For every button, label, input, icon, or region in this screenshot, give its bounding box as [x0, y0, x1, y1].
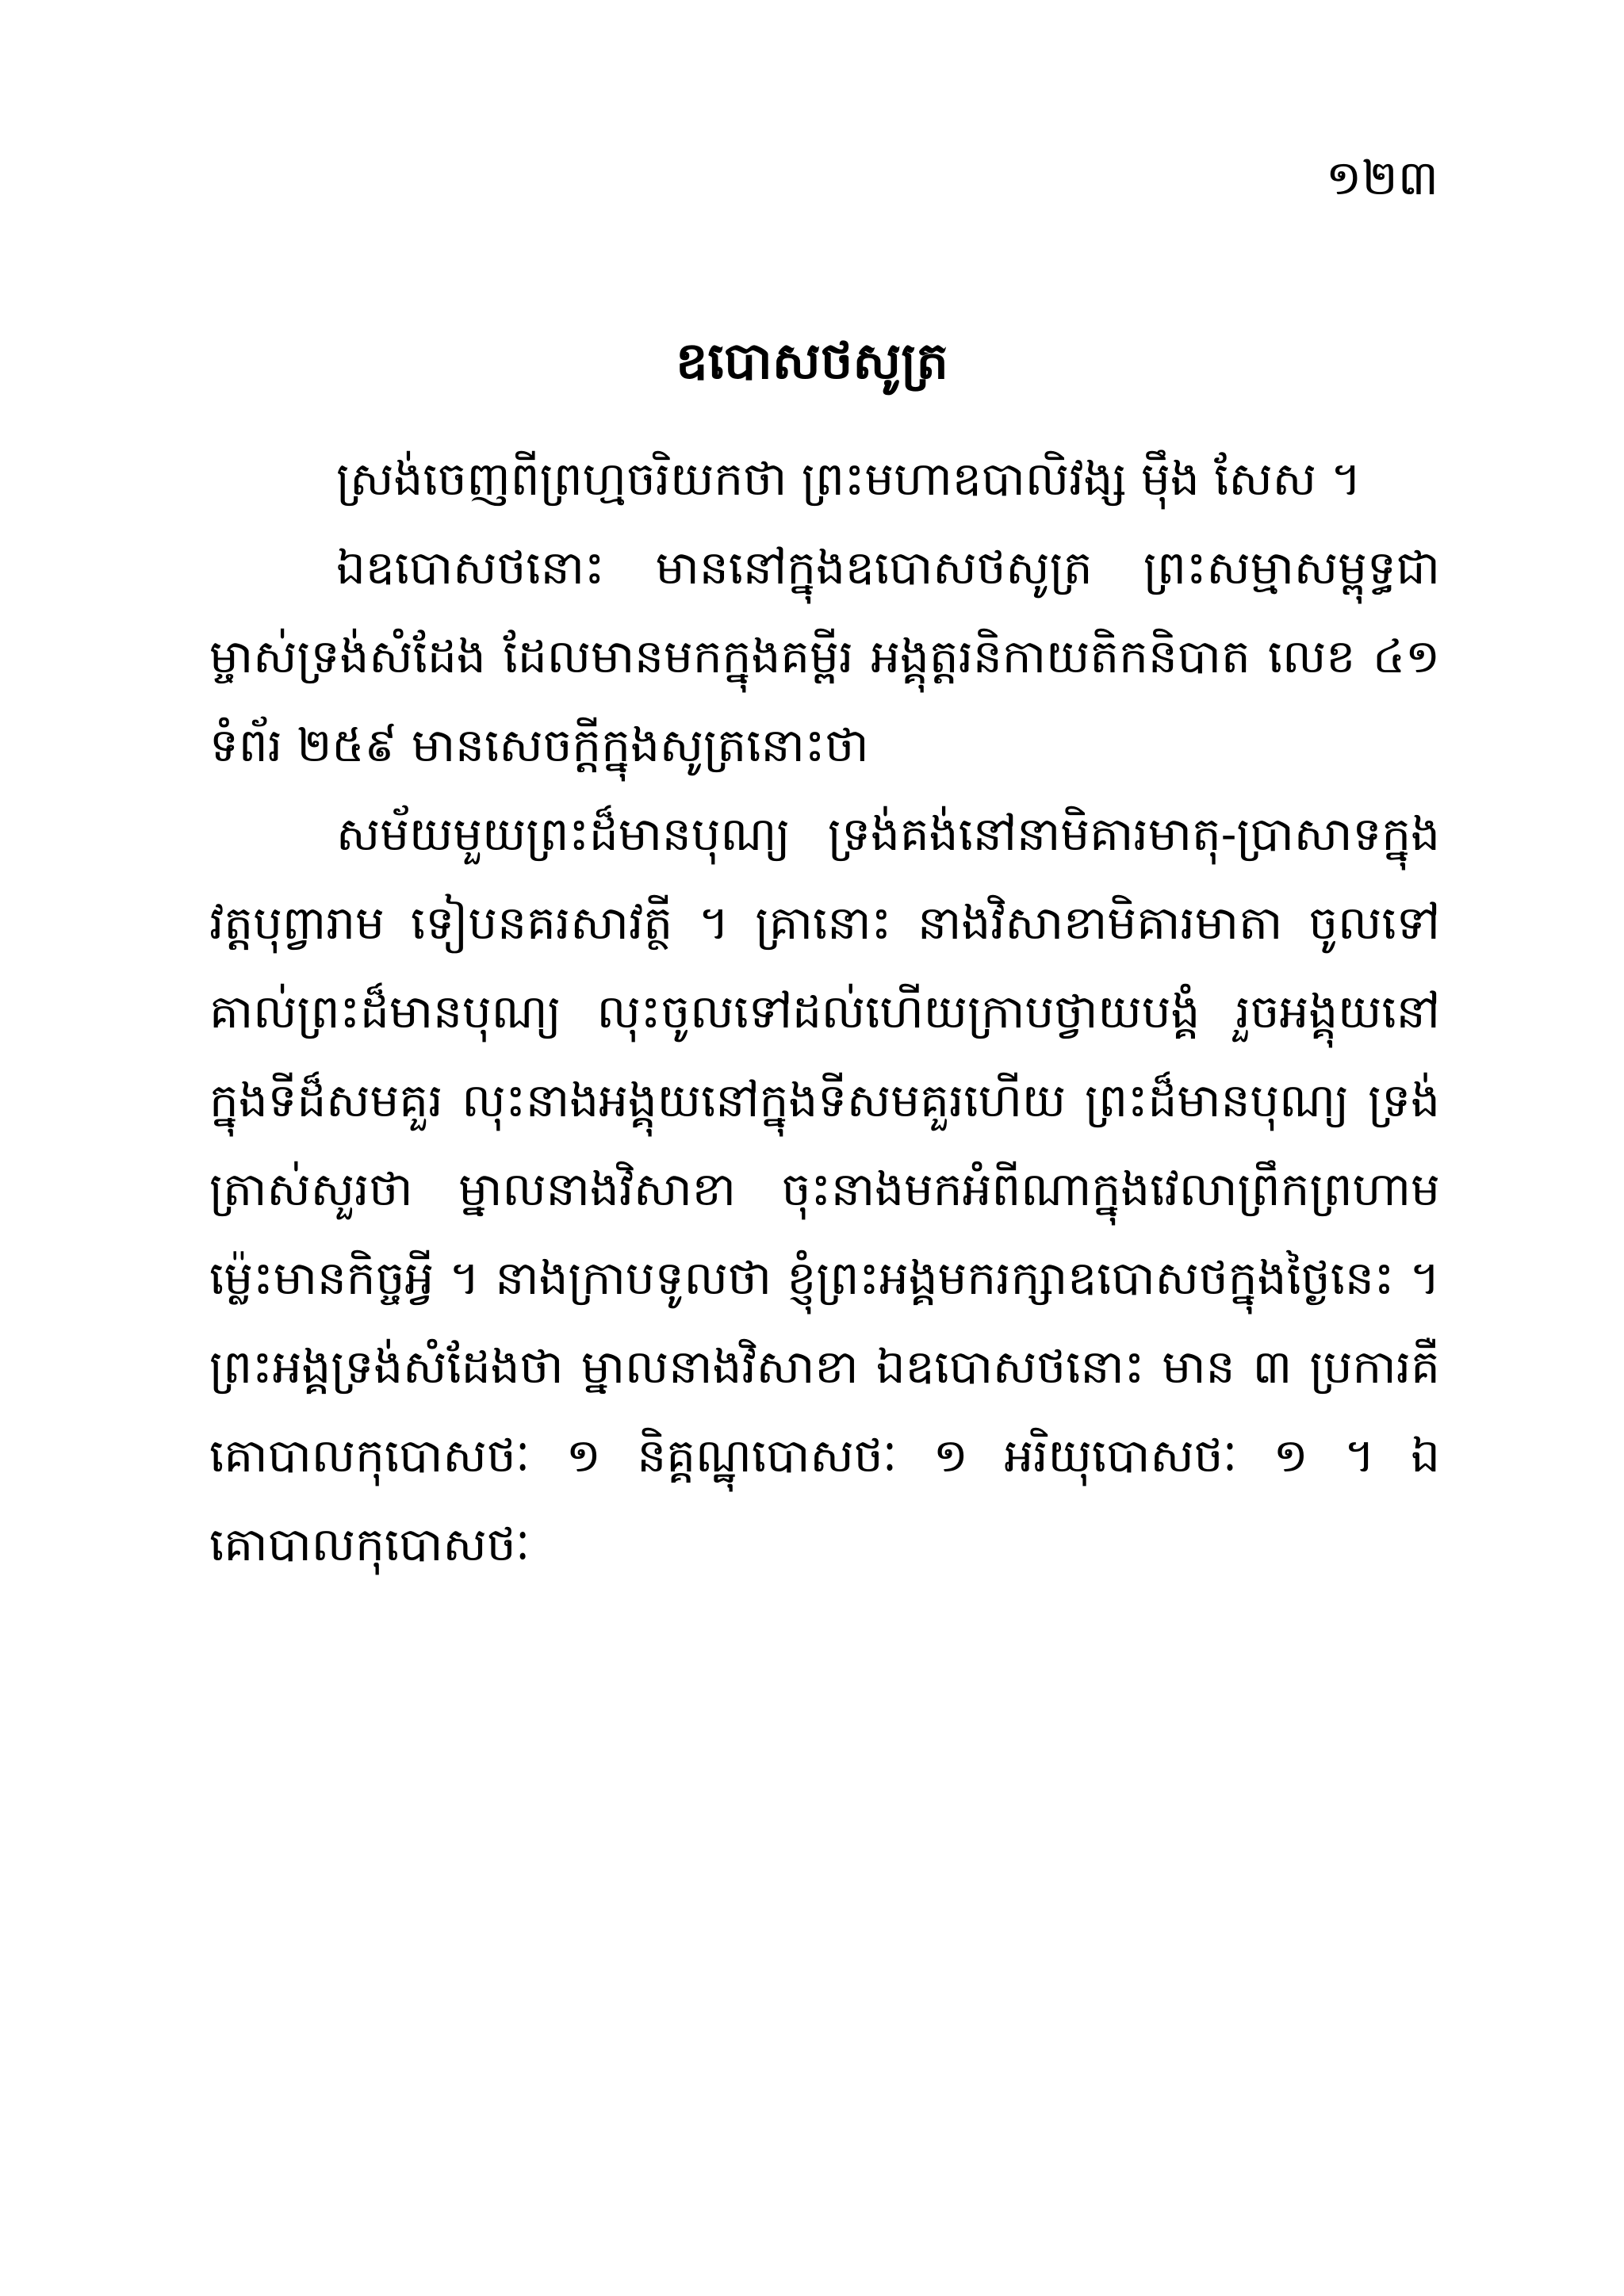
paragraph-source: ស្រង់ចេញពីព្រហ្មចរិយកថា ព្រះមហាឧបាលិវង្ស ម៉ឹង សែស ។	[336, 452, 1362, 506]
section-title: ឧបោសថសូត្រ	[675, 331, 949, 391]
body-text	[209, 434, 1440, 1589]
paragraph-narrative: សម័យមួយព្រះដ៏មានបុណ្យ ទ្រង់គង់នៅនាមិគារមាតុ-ប្រាសាទក្នុងវត្តបុព្វារាម ទៀបនគរសាវត្ថី ។ គ្រានោះ នាងវិសាខាមិគារមាតា ចូលទៅគាល់ព្រះដ៏មានបុណ្យ លុះចូលទៅដល់ហើយក្រាបថ្វាយបង្គំ រួចអង្គុយនៅក្នុងទីដ៏សមគួរ លុះនាងអង្គុយនៅក្នុងទីសមគួរហើយ ព្រះដ៏មានបុណ្យ ទ្រង់ត្រាស់សួរថា ម្នាលនាងវិសាខា ចុះនាងមកអំពីណាក្នុងវេលាព្រឹកព្រហាមម្ល៉េះមានកិច្ចអ្វី ។ នាងក្រាបទូលថា ខ្ញុំព្រះអង្គមករក្សាឧបោសថក្នុងថ្ងៃនេះ ។ ព្រះអង្គទ្រង់សំដែងថា ម្នាលនាងវិសាខា ឯឧបោសថនោះ មាន ៣ ប្រការគឺ គោបាលកុបោសថៈ ១ និគ្គណ្ឋុបោសថៈ ១ អរិយុបោសថៈ ១ ។ ឯគោបាលកុបោសថៈ	[209, 807, 1440, 1571]
paragraph-intro: ឯឧបោសថនោះ មាននៅក្នុងឧបោសថសូត្រ ព្រះសម្មាសម្ពុទ្ធជាម្ចាស់ទ្រង់សំដែង ដែលមានមកក្នុងគម្ពីរ អង្គុត្តរនិកាយតិកនិបាត លេខ ៤១ ទំព័រ ២៥៩ មានសេចក្តីក្នុងសូត្រនោះថា	[209, 541, 1440, 772]
page-number: ១២៣	[1325, 151, 1438, 206]
